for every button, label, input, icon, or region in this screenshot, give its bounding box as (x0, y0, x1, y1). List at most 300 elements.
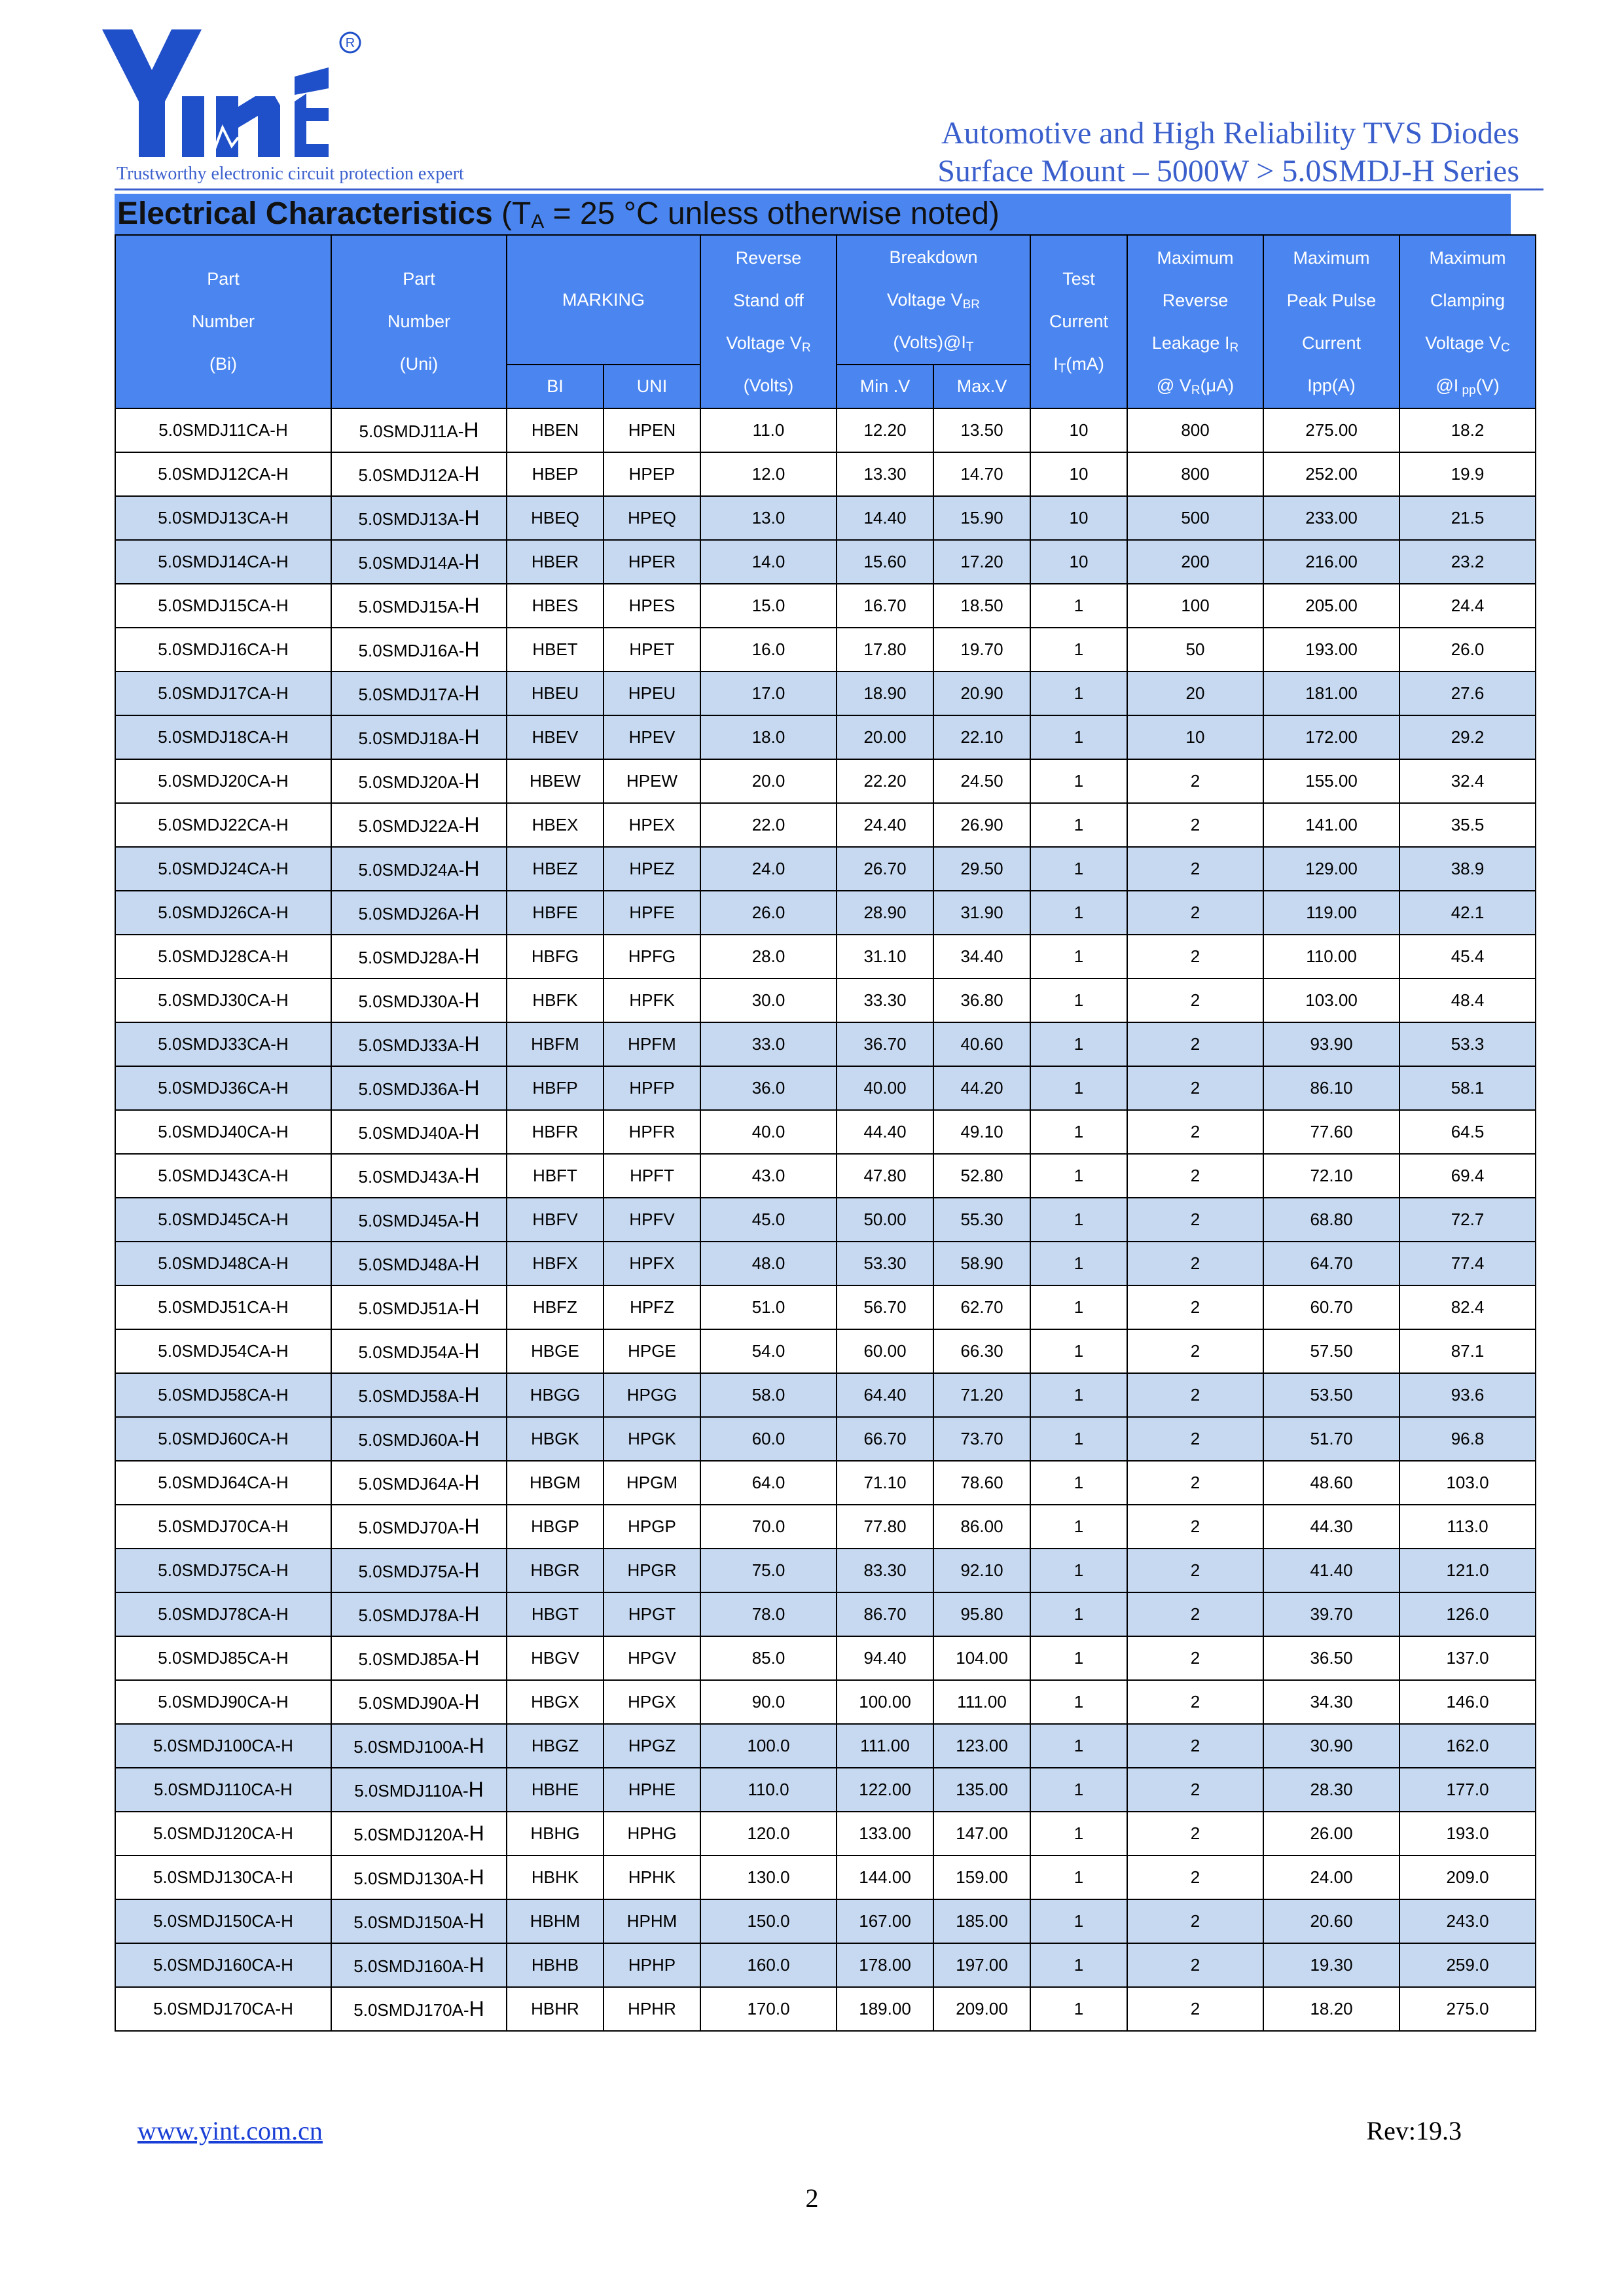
cell-vc: 103.0 (1399, 1461, 1536, 1505)
website-link[interactable]: www.yint.com.cn (137, 2116, 323, 2145)
cell-vbr-min: 178.00 (837, 1943, 933, 1987)
table-row (115, 452, 1536, 496)
header-marking-bi: BI (507, 365, 604, 408)
cell-part-bi: 5.0SMDJ13CA-H (115, 496, 331, 540)
cell-part-bi: 5.0SMDJ28CA-H (115, 935, 331, 978)
cell-marking-bi: HBFP (507, 1066, 604, 1110)
table-row (115, 584, 1536, 628)
cell-marking-bi: HBEX (507, 803, 604, 847)
cell-ir: 2 (1127, 1943, 1263, 1987)
cell-it: 1 (1030, 1724, 1127, 1768)
cell-marking-uni: HPER (604, 540, 700, 584)
table-row (115, 935, 1536, 978)
cell-part-bi: 5.0SMDJ12CA-H (115, 452, 331, 496)
cell-part-bi: 5.0SMDJ85CA-H (115, 1636, 331, 1680)
cell-part-bi: 5.0SMDJ45CA-H (115, 1198, 331, 1242)
cell-vr: 100.0 (700, 1724, 837, 1768)
cell-vbr-min: 24.40 (837, 803, 933, 847)
cell-vr: 36.0 (700, 1066, 837, 1110)
table-row (115, 628, 1536, 672)
cell-vr: 150.0 (700, 1899, 837, 1943)
cell-vc: 126.0 (1399, 1592, 1536, 1636)
cell-part-bi: 5.0SMDJ64CA-H (115, 1461, 331, 1505)
revision: Rev:19.3 (1366, 2116, 1462, 2145)
cell-vbr-max: 111.00 (933, 1680, 1030, 1724)
cell-vr: 12.0 (700, 452, 837, 496)
cell-part-uni: 5.0SMDJ28A-H (331, 935, 507, 978)
cell-ir: 800 (1127, 408, 1263, 452)
cell-marking-bi: HBER (507, 540, 604, 584)
cell-ir: 2 (1127, 1505, 1263, 1549)
cell-vbr-min: 144.00 (837, 1856, 933, 1899)
cell-part-bi: 5.0SMDJ70CA-H (115, 1505, 331, 1549)
cell-vbr-max: 44.20 (933, 1066, 1030, 1110)
cell-ir: 2 (1127, 1066, 1263, 1110)
cell-part-bi: 5.0SMDJ18CA-H (115, 715, 331, 759)
cell-vr: 78.0 (700, 1592, 837, 1636)
cell-vbr-min: 16.70 (837, 584, 933, 628)
svg-text:R: R (345, 36, 355, 50)
cell-marking-bi: HBFM (507, 1022, 604, 1066)
cell-part-uni: 5.0SMDJ60A-H (331, 1417, 507, 1461)
cell-part-uni: 5.0SMDJ22A-H (331, 803, 507, 847)
table-row (115, 1461, 1536, 1505)
cell-ir: 2 (1127, 1549, 1263, 1592)
cell-ipp: 110.00 (1263, 935, 1399, 978)
cell-part-uni: 5.0SMDJ130A-H (331, 1856, 507, 1899)
cell-part-bi: 5.0SMDJ60CA-H (115, 1417, 331, 1461)
cell-it: 1 (1030, 1768, 1127, 1812)
cell-marking-bi: HBFK (507, 978, 604, 1022)
cell-ir: 2 (1127, 1022, 1263, 1066)
cell-vbr-min: 133.00 (837, 1812, 933, 1856)
cell-vc: 162.0 (1399, 1724, 1536, 1768)
cell-marking-uni: HPGP (604, 1505, 700, 1549)
cell-ipp: 53.50 (1263, 1373, 1399, 1417)
cell-vbr-max: 62.70 (933, 1285, 1030, 1329)
cell-marking-bi: HBFT (507, 1154, 604, 1198)
cell-vbr-min: 18.90 (837, 672, 933, 715)
cell-vc: 26.0 (1399, 628, 1536, 672)
cell-ir: 2 (1127, 1242, 1263, 1285)
cell-ir: 2 (1127, 803, 1263, 847)
header-reverse-standoff: Reverse Stand off Voltage $V_R$ (Volts) (700, 235, 837, 408)
cell-part-uni: 5.0SMDJ40A-H (331, 1110, 507, 1154)
cell-vc: 35.5 (1399, 803, 1536, 847)
cell-vbr-min: 77.80 (837, 1505, 933, 1549)
cell-marking-uni: HPEX (604, 803, 700, 847)
cell-ir: 2 (1127, 1636, 1263, 1680)
cell-ipp: 193.00 (1263, 628, 1399, 672)
cell-marking-uni: HPGR (604, 1549, 700, 1592)
cell-vr: 17.0 (700, 672, 837, 715)
cell-it: 1 (1030, 1461, 1127, 1505)
cell-vbr-max: 22.10 (933, 715, 1030, 759)
cell-it: 1 (1030, 978, 1127, 1022)
cell-marking-uni: HPGG (604, 1373, 700, 1417)
cell-marking-bi: HBHG (507, 1812, 604, 1856)
cell-marking-uni: HPGK (604, 1417, 700, 1461)
cell-part-uni: 5.0SMDJ58A-H (331, 1373, 507, 1417)
cell-vc: 82.4 (1399, 1285, 1536, 1329)
cell-vbr-max: 58.90 (933, 1242, 1030, 1285)
table-row (115, 1856, 1536, 1899)
cell-marking-uni: HPEU (604, 672, 700, 715)
cell-vbr-min: 44.40 (837, 1110, 933, 1154)
table-row (115, 1505, 1536, 1549)
cell-marking-uni: HPHP (604, 1943, 700, 1987)
cell-marking-bi: HBHM (507, 1899, 604, 1943)
cell-marking-uni: HPGZ (604, 1724, 700, 1768)
cell-ir: 2 (1127, 1461, 1263, 1505)
cell-vbr-min: 189.00 (837, 1987, 933, 2031)
cell-it: 1 (1030, 1417, 1127, 1461)
cell-part-bi: 5.0SMDJ100CA-H (115, 1724, 331, 1768)
table-row (115, 1987, 1536, 2031)
cell-marking-bi: HBFX (507, 1242, 604, 1285)
header-test-current: Test Current $I_T(mA)$ (1030, 235, 1127, 408)
table-row (115, 1066, 1536, 1110)
cell-marking-uni: HPGV (604, 1636, 700, 1680)
table-row (115, 1768, 1536, 1812)
cell-vbr-max: 18.50 (933, 584, 1030, 628)
cell-ir: 500 (1127, 496, 1263, 540)
table-row (115, 978, 1536, 1022)
cell-marking-uni: HPFM (604, 1022, 700, 1066)
cell-ir: 200 (1127, 540, 1263, 584)
cell-marking-bi: HBFZ (507, 1285, 604, 1329)
title-line-1: Automotive and High Reliability TVS Diodes (941, 116, 1519, 151)
cell-it: 1 (1030, 1856, 1127, 1899)
cell-ipp: 48.60 (1263, 1461, 1399, 1505)
header-clamping-voltage: Maximum Clamping Voltage $V_C$ @I $_{pp}$(V) (1399, 235, 1536, 408)
cell-it: 1 (1030, 1110, 1127, 1154)
cell-vr: 14.0 (700, 540, 837, 584)
table-row (115, 803, 1536, 847)
cell-marking-uni: HPFE (604, 891, 700, 935)
cell-marking-bi: HBGR (507, 1549, 604, 1592)
cell-ir: 2 (1127, 1329, 1263, 1373)
cell-ipp: 103.00 (1263, 978, 1399, 1022)
cell-marking-uni: HPFK (604, 978, 700, 1022)
cell-vr: 70.0 (700, 1505, 837, 1549)
cell-ipp: 119.00 (1263, 891, 1399, 935)
cell-it: 10 (1030, 408, 1127, 452)
cell-marking-bi: HBGK (507, 1417, 604, 1461)
cell-part-bi: 5.0SMDJ78CA-H (115, 1592, 331, 1636)
cell-vbr-min: 28.90 (837, 891, 933, 935)
cell-part-uni: 5.0SMDJ110A-H (331, 1768, 507, 1812)
cell-part-uni: 5.0SMDJ90A-H (331, 1680, 507, 1724)
cell-it: 1 (1030, 1987, 1127, 2031)
table-row (115, 1329, 1536, 1373)
cell-vbr-min: 83.30 (837, 1549, 933, 1592)
cell-part-uni: 5.0SMDJ78A-H (331, 1592, 507, 1636)
cell-vr: 20.0 (700, 759, 837, 803)
cell-vbr-min: 86.70 (837, 1592, 933, 1636)
cell-marking-bi: HBFG (507, 935, 604, 978)
cell-ipp: 19.30 (1263, 1943, 1399, 1987)
cell-part-uni: 5.0SMDJ51A-H (331, 1285, 507, 1329)
cell-marking-uni: HPFZ (604, 1285, 700, 1329)
cell-marking-uni: HPHR (604, 1987, 700, 2031)
cell-part-uni: 5.0SMDJ26A-H (331, 891, 507, 935)
cell-vc: 146.0 (1399, 1680, 1536, 1724)
cell-marking-uni: HPEP (604, 452, 700, 496)
cell-marking-bi: HBGV (507, 1636, 604, 1680)
cell-vc: 38.9 (1399, 847, 1536, 891)
table-row (115, 1724, 1536, 1768)
cell-part-uni: 5.0SMDJ36A-H (331, 1066, 507, 1110)
cell-ipp: 68.80 (1263, 1198, 1399, 1242)
cell-vr: 64.0 (700, 1461, 837, 1505)
cell-vr: 28.0 (700, 935, 837, 978)
cell-it: 1 (1030, 1022, 1127, 1066)
cell-part-uni: 5.0SMDJ70A-H (331, 1505, 507, 1549)
header-marking-uni: UNI (604, 365, 700, 408)
cell-part-bi: 5.0SMDJ33CA-H (115, 1022, 331, 1066)
cell-vr: 170.0 (700, 1987, 837, 2031)
cell-vc: 24.4 (1399, 584, 1536, 628)
cell-marking-uni: HPES (604, 584, 700, 628)
cell-vbr-max: 40.60 (933, 1022, 1030, 1066)
cell-vc: 29.2 (1399, 715, 1536, 759)
cell-ipp: 26.00 (1263, 1812, 1399, 1856)
table-row (115, 1680, 1536, 1724)
cell-part-uni: 5.0SMDJ54A-H (331, 1329, 507, 1373)
cell-vbr-min: 167.00 (837, 1899, 933, 1943)
cell-vr: 30.0 (700, 978, 837, 1022)
cell-ipp: 86.10 (1263, 1066, 1399, 1110)
table-row (115, 496, 1536, 540)
cell-vbr-max: 73.70 (933, 1417, 1030, 1461)
title-line-2: Surface Mount – 5000W > 5.0SMDJ-H Series (937, 154, 1519, 188)
cell-ipp: 36.50 (1263, 1636, 1399, 1680)
cell-vc: 42.1 (1399, 891, 1536, 935)
cell-marking-bi: HBHR (507, 1987, 604, 2031)
cell-marking-uni: HPHG (604, 1812, 700, 1856)
cell-part-bi: 5.0SMDJ30CA-H (115, 978, 331, 1022)
cell-ipp: 20.60 (1263, 1899, 1399, 1943)
cell-ir: 2 (1127, 1592, 1263, 1636)
cell-vc: 69.4 (1399, 1154, 1536, 1198)
cell-marking-bi: HBHK (507, 1856, 604, 1899)
cell-it: 1 (1030, 1899, 1127, 1943)
cell-part-uni: 5.0SMDJ150A-H (331, 1899, 507, 1943)
cell-vbr-max: 185.00 (933, 1899, 1030, 1943)
cell-vbr-max: 147.00 (933, 1812, 1030, 1856)
cell-vbr-max: 20.90 (933, 672, 1030, 715)
cell-vbr-max: 14.70 (933, 452, 1030, 496)
table-row (115, 540, 1536, 584)
table-row (115, 715, 1536, 759)
cell-marking-bi: HBGE (507, 1329, 604, 1373)
header-vbr-max: Max.V (933, 365, 1030, 408)
cell-ipp: 18.20 (1263, 1987, 1399, 2031)
cell-vbr-min: 47.80 (837, 1154, 933, 1198)
yint-logo (98, 29, 373, 167)
cell-vc: 113.0 (1399, 1505, 1536, 1549)
cell-part-uni: 5.0SMDJ30A-H (331, 978, 507, 1022)
cell-ir: 2 (1127, 1110, 1263, 1154)
cell-vc: 21.5 (1399, 496, 1536, 540)
cell-vr: 24.0 (700, 847, 837, 891)
cell-part-bi: 5.0SMDJ26CA-H (115, 891, 331, 935)
cell-part-bi: 5.0SMDJ90CA-H (115, 1680, 331, 1724)
cell-marking-bi: HBEP (507, 452, 604, 496)
cell-part-uni: 5.0SMDJ17A-H (331, 672, 507, 715)
cell-it: 1 (1030, 1285, 1127, 1329)
cell-marking-bi: HBEV (507, 715, 604, 759)
cell-vbr-max: 135.00 (933, 1768, 1030, 1812)
cell-ipp: 233.00 (1263, 496, 1399, 540)
cell-part-uni: 5.0SMDJ24A-H (331, 847, 507, 891)
table-row (115, 1549, 1536, 1592)
cell-vbr-max: 13.50 (933, 408, 1030, 452)
cell-vbr-max: 36.80 (933, 978, 1030, 1022)
section-title-bar (115, 194, 1511, 234)
cell-part-uni: 5.0SMDJ18A-H (331, 715, 507, 759)
cell-it: 1 (1030, 935, 1127, 978)
cell-ipp: 24.00 (1263, 1856, 1399, 1899)
cell-vbr-min: 31.10 (837, 935, 933, 978)
cell-vbr-max: 159.00 (933, 1856, 1030, 1899)
cell-marking-bi: HBEN (507, 408, 604, 452)
table-row (115, 1198, 1536, 1242)
cell-vr: 58.0 (700, 1373, 837, 1417)
cell-vr: 54.0 (700, 1329, 837, 1373)
cell-marking-bi: HBFE (507, 891, 604, 935)
cell-ir: 800 (1127, 452, 1263, 496)
header-part-bi: Part Number (Bi) (115, 235, 331, 408)
cell-vbr-min: 26.70 (837, 847, 933, 891)
cell-vr: 60.0 (700, 1417, 837, 1461)
cell-vbr-max: 55.30 (933, 1198, 1030, 1242)
cell-vbr-min: 40.00 (837, 1066, 933, 1110)
cell-ir: 2 (1127, 1198, 1263, 1242)
cell-part-bi: 5.0SMDJ11CA-H (115, 408, 331, 452)
cell-vr: 40.0 (700, 1110, 837, 1154)
cell-vbr-min: 94.40 (837, 1636, 933, 1680)
table-body (115, 408, 1536, 2031)
cell-vbr-max: 86.00 (933, 1505, 1030, 1549)
cell-part-uni: 5.0SMDJ45A-H (331, 1198, 507, 1242)
cell-it: 1 (1030, 672, 1127, 715)
section-condition-suffix: = 25 °C unless otherwise noted) (544, 196, 1000, 231)
cell-vbr-max: 31.90 (933, 891, 1030, 935)
table-row (115, 1110, 1536, 1154)
cell-marking-uni: HPHE (604, 1768, 700, 1812)
cell-vbr-max: 17.20 (933, 540, 1030, 584)
header-vbr-min: Min .V (837, 365, 933, 408)
cell-part-uni: 5.0SMDJ100A-H (331, 1724, 507, 1768)
cell-vbr-min: 64.40 (837, 1373, 933, 1417)
cell-marking-bi: HBFV (507, 1198, 604, 1242)
cell-marking-uni: HPGX (604, 1680, 700, 1724)
cell-part-uni: 5.0SMDJ43A-H (331, 1154, 507, 1198)
cell-marking-bi: HBEU (507, 672, 604, 715)
cell-vc: 19.9 (1399, 452, 1536, 496)
cell-ir: 2 (1127, 1417, 1263, 1461)
cell-ir: 2 (1127, 1987, 1263, 2031)
cell-vr: 16.0 (700, 628, 837, 672)
cell-vbr-min: 33.30 (837, 978, 933, 1022)
table-row (115, 672, 1536, 715)
cell-marking-uni: HPET (604, 628, 700, 672)
cell-vbr-max: 29.50 (933, 847, 1030, 891)
cell-ipp: 205.00 (1263, 584, 1399, 628)
cell-it: 1 (1030, 715, 1127, 759)
cell-ipp: 93.90 (1263, 1022, 1399, 1066)
cell-part-bi: 5.0SMDJ14CA-H (115, 540, 331, 584)
table-row (115, 408, 1536, 452)
table-row (115, 1592, 1536, 1636)
cell-ir: 2 (1127, 891, 1263, 935)
cell-part-bi: 5.0SMDJ150CA-H (115, 1899, 331, 1943)
cell-vc: 121.0 (1399, 1549, 1536, 1592)
cell-part-bi: 5.0SMDJ43CA-H (115, 1154, 331, 1198)
cell-vr: 43.0 (700, 1154, 837, 1198)
cell-it: 1 (1030, 1066, 1127, 1110)
cell-vr: 120.0 (700, 1812, 837, 1856)
cell-ipp: 51.70 (1263, 1417, 1399, 1461)
cell-ipp: 34.30 (1263, 1680, 1399, 1724)
cell-vc: 259.0 (1399, 1943, 1536, 1987)
table-row (115, 1373, 1536, 1417)
cell-marking-uni: HPGM (604, 1461, 700, 1505)
cell-vr: 45.0 (700, 1198, 837, 1242)
cell-it: 1 (1030, 1943, 1127, 1987)
cell-it: 1 (1030, 1198, 1127, 1242)
cell-part-bi: 5.0SMDJ17CA-H (115, 672, 331, 715)
cell-ipp: 181.00 (1263, 672, 1399, 715)
cell-marking-bi: HBEW (507, 759, 604, 803)
cell-vc: 96.8 (1399, 1417, 1536, 1461)
cell-vbr-min: 100.00 (837, 1680, 933, 1724)
cell-vbr-max: 15.90 (933, 496, 1030, 540)
cell-part-uni: 5.0SMDJ11A-H (331, 408, 507, 452)
cell-part-uni: 5.0SMDJ13A-H (331, 496, 507, 540)
cell-marking-uni: HPFV (604, 1198, 700, 1242)
header-breakdown-voltage: Breakdown Voltage $V_{BR}$ $(Volts)@I_T$ (837, 235, 1030, 365)
table-row (115, 759, 1536, 803)
cell-it: 1 (1030, 1636, 1127, 1680)
cell-vbr-min: 20.00 (837, 715, 933, 759)
cell-vbr-max: 104.00 (933, 1636, 1030, 1680)
cell-it: 1 (1030, 584, 1127, 628)
cell-vc: 27.6 (1399, 672, 1536, 715)
cell-marking-uni: HPEW (604, 759, 700, 803)
cell-ir: 2 (1127, 1154, 1263, 1198)
cell-ipp: 252.00 (1263, 452, 1399, 496)
cell-marking-uni: HPEQ (604, 496, 700, 540)
cell-vc: 45.4 (1399, 935, 1536, 978)
table-row (115, 1417, 1536, 1461)
cell-ir: 2 (1127, 759, 1263, 803)
cell-ir: 2 (1127, 1285, 1263, 1329)
cell-part-bi: 5.0SMDJ15CA-H (115, 584, 331, 628)
table-row (115, 1242, 1536, 1285)
cell-ipp: 28.30 (1263, 1768, 1399, 1812)
header-rule (115, 188, 1543, 190)
cell-vbr-max: 92.10 (933, 1549, 1030, 1592)
cell-part-uni: 5.0SMDJ120A-H (331, 1812, 507, 1856)
cell-vr: 85.0 (700, 1636, 837, 1680)
cell-part-bi: 5.0SMDJ75CA-H (115, 1549, 331, 1592)
cell-ir: 2 (1127, 1812, 1263, 1856)
header-marking: MARKING (507, 235, 700, 365)
cell-part-uni: 5.0SMDJ160A-H (331, 1943, 507, 1987)
